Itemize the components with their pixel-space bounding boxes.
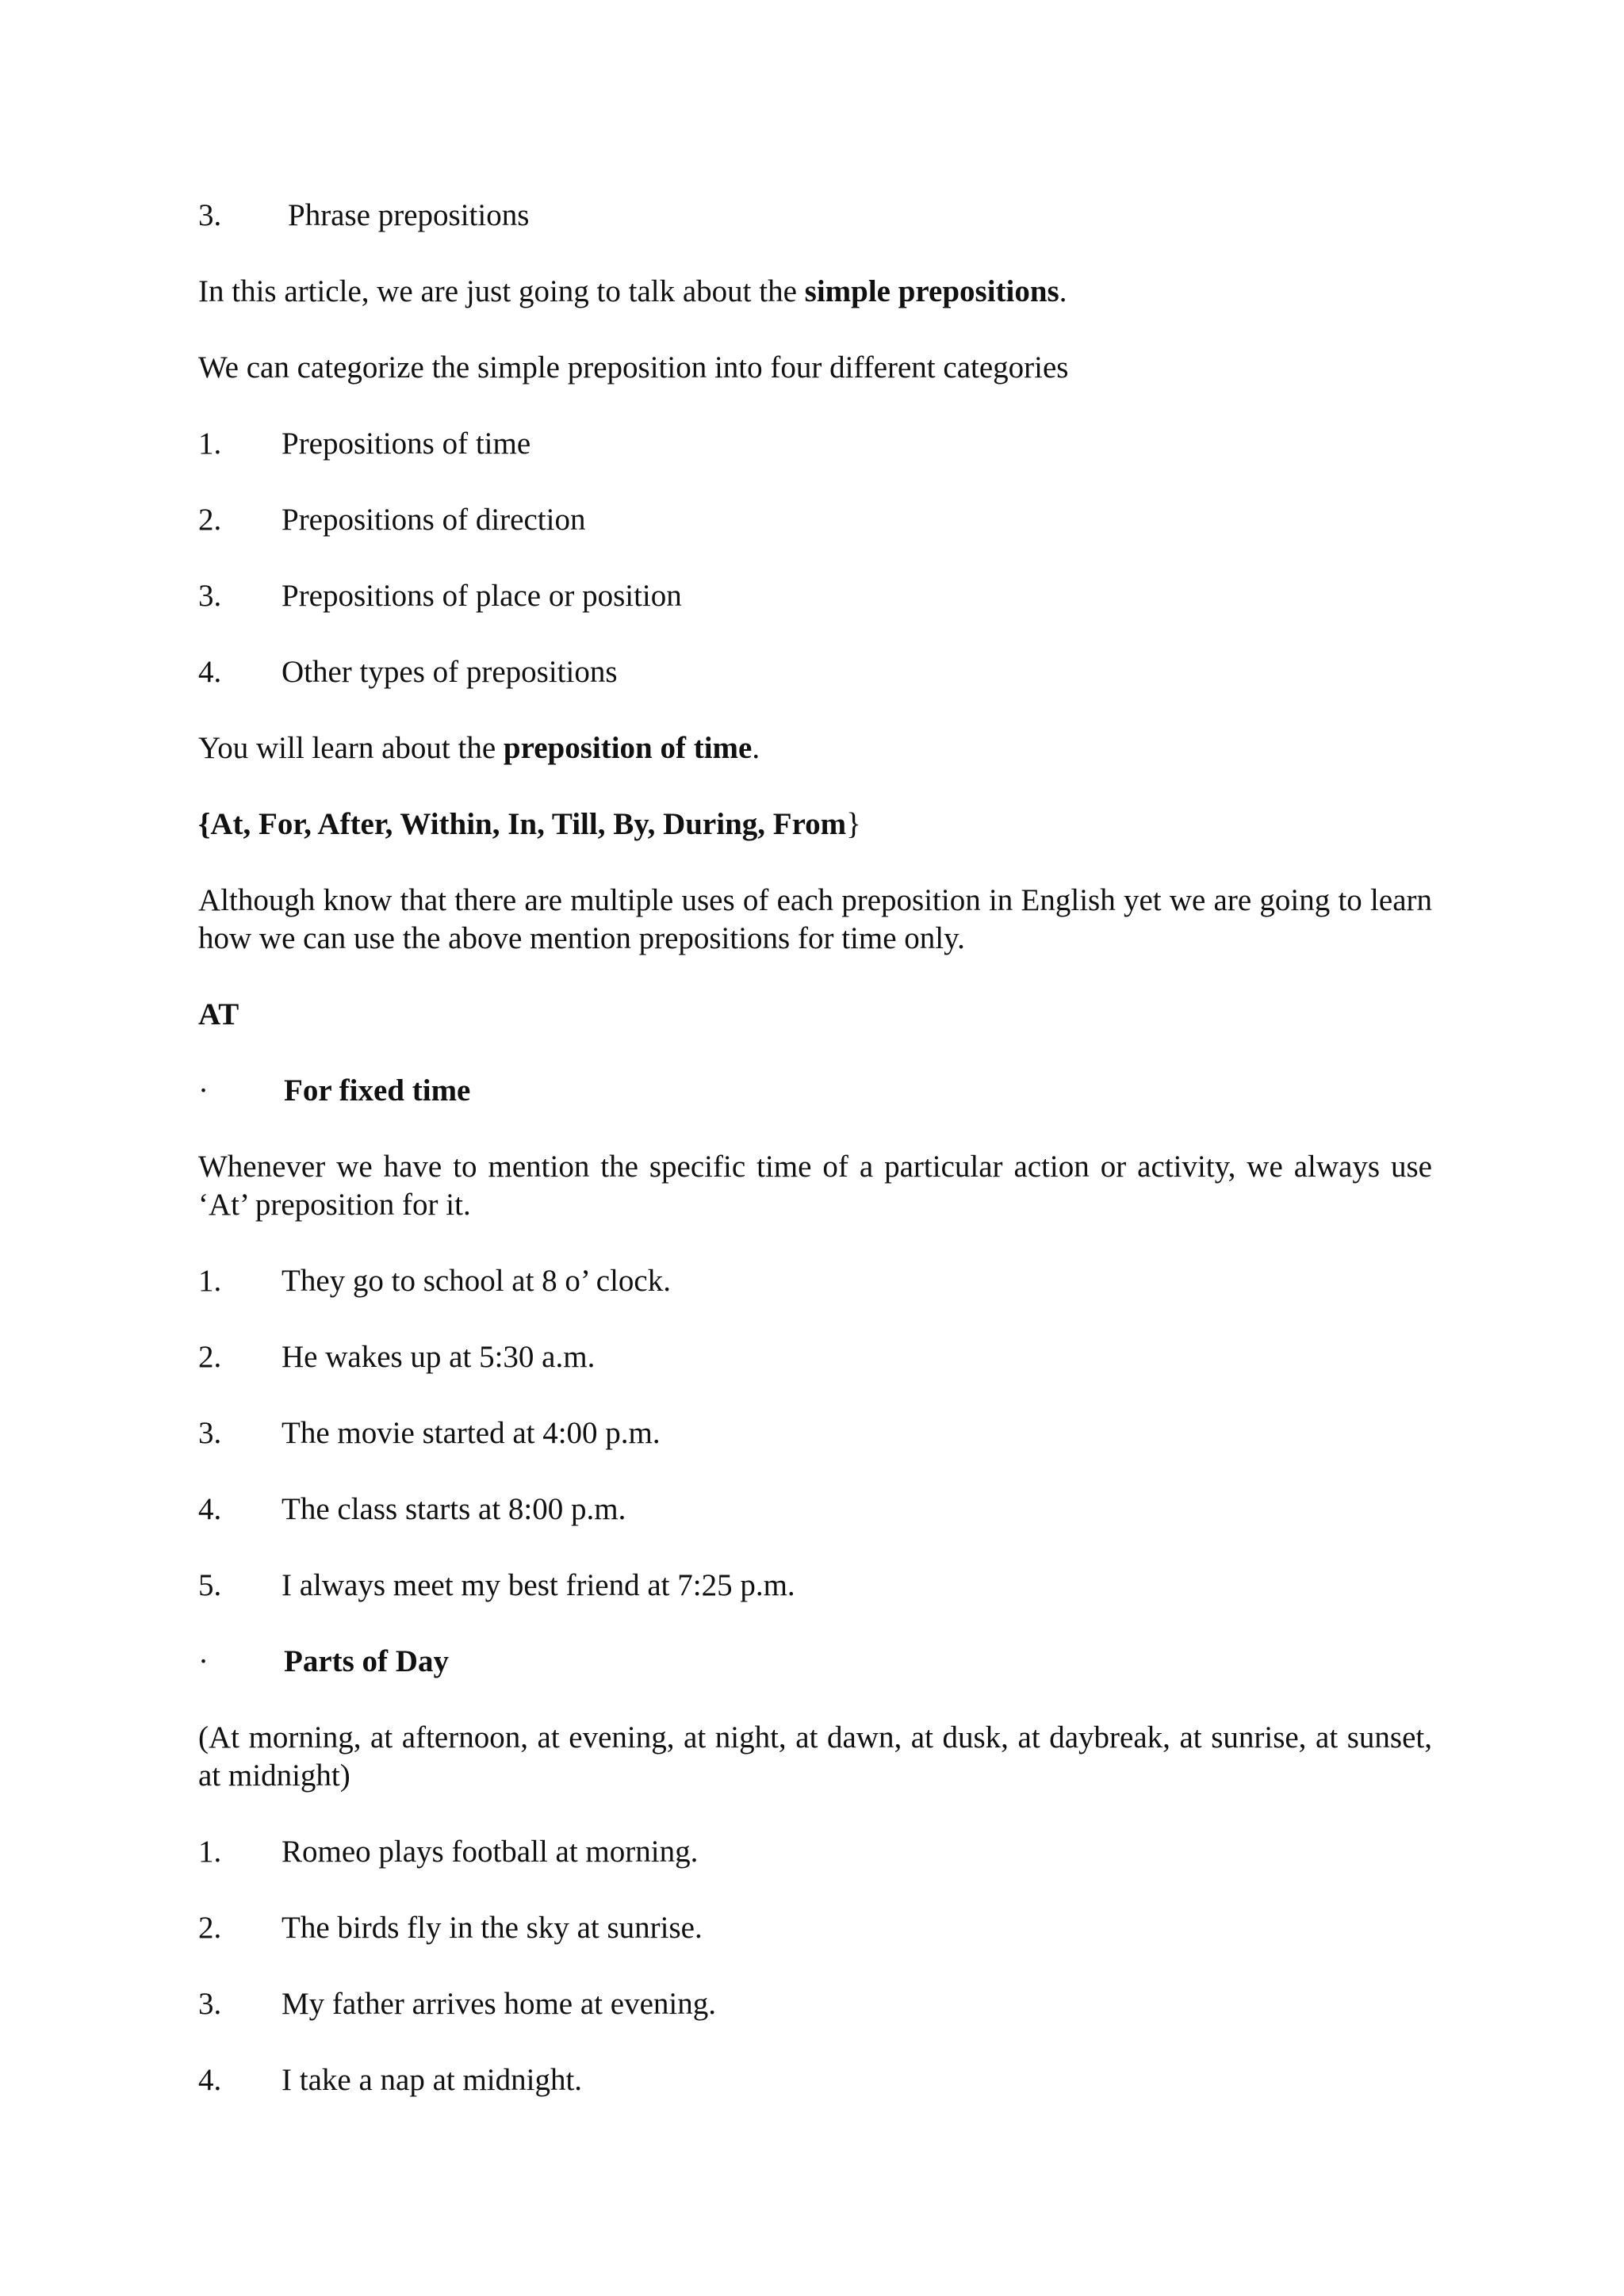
category-item [198, 577, 682, 615]
subheading-fixed-time [198, 1072, 470, 1110]
prepositions-set-list: {At, For, After, Within, In, Till, By, During, From [198, 807, 847, 841]
example-item [198, 1567, 795, 1605]
list-label: Romeo plays football at morning. [282, 1835, 699, 1869]
example-item [198, 1262, 671, 1300]
category-item [198, 425, 530, 463]
list-number: 2. [198, 1340, 222, 1374]
list-label: Phrase prepositions [288, 198, 530, 232]
list-label: The class starts at 8:00 p.m. [282, 1492, 626, 1526]
heading-text: AT [198, 997, 239, 1031]
list-number: 2. [198, 1911, 222, 1945]
learn-text: You will learn about the [198, 731, 504, 765]
category-item [198, 501, 585, 539]
intro-period: . [1059, 274, 1067, 308]
list-label: Other types of prepositions [282, 655, 618, 689]
bullet-dot: · [198, 1644, 209, 1678]
example-item [198, 1985, 716, 2023]
example-item [198, 1338, 595, 1376]
list-label: My father arrives home at evening. [282, 1987, 716, 2021]
example-item [198, 1490, 626, 1529]
list-label: The birds fly in the sky at sunrise. [282, 1911, 703, 1945]
list-number: 5. [198, 1568, 222, 1602]
learn-paragraph [198, 729, 760, 767]
phrase-prepositions-item [198, 197, 529, 235]
learn-period: . [752, 731, 760, 765]
list-label: Prepositions of direction [282, 503, 586, 537]
parts-of-day-description: (At morning, at afternoon, at evening, at night, at dawn, at dusk, at daybreak, at sunrise, at sunset, at midnight) [198, 1720, 1432, 1793]
subheading-text: For fixed time [284, 1073, 471, 1108]
list-label: They go to school at 8 o’ clock. [282, 1264, 671, 1298]
intro-text: In this article, we are just going to talk about the [198, 274, 805, 308]
example-item [198, 2061, 582, 2099]
list-number: 3. [198, 579, 222, 613]
list-number: 3. [198, 198, 222, 232]
list-label: I take a nap at midnight. [282, 2063, 583, 2097]
section-heading-at [198, 996, 239, 1034]
list-label: The movie started at 4:00 p.m. [282, 1416, 661, 1450]
subheading-parts-of-day [198, 1643, 449, 1681]
list-number: 3. [198, 1416, 222, 1450]
intro-paragraph [198, 273, 1067, 311]
prepositions-set-close: } [846, 807, 861, 841]
category-item [198, 653, 618, 691]
categorize-paragraph: We can categorize the simple preposition into four different categories [198, 350, 1069, 385]
subheading-text: Parts of Day [284, 1644, 449, 1678]
although-paragraph: Although know that there are multiple uses of each preposition in English yet we are going to learn how we can use the above mention prepositions for time only. [198, 883, 1432, 955]
bullet-dot: · [198, 1073, 209, 1108]
list-number: 1. [198, 1835, 222, 1869]
fixed-time-description: Whenever we have to mention the specific time of a particular action or activity, we always use ‘At’ preposition for it. [198, 1150, 1432, 1222]
list-number: 4. [198, 2063, 222, 2097]
learn-bold: preposition of time [503, 731, 753, 765]
list-number: 3. [198, 1987, 222, 2021]
list-label: Prepositions of place or position [282, 579, 682, 613]
list-label: I always meet my best friend at 7:25 p.m. [282, 1568, 795, 1602]
list-number: 4. [198, 655, 222, 689]
example-item [198, 1833, 698, 1871]
list-label: He wakes up at 5:30 a.m. [282, 1340, 596, 1374]
list-number: 4. [198, 1492, 222, 1526]
example-item [198, 1909, 703, 1947]
prepositions-set [198, 806, 861, 844]
list-number: 1. [198, 1264, 222, 1298]
example-item [198, 1414, 661, 1452]
list-number: 1. [198, 427, 222, 461]
list-label: Prepositions of time [282, 427, 531, 461]
intro-bold: simple prepositions [804, 274, 1059, 308]
list-number: 2. [198, 503, 222, 537]
